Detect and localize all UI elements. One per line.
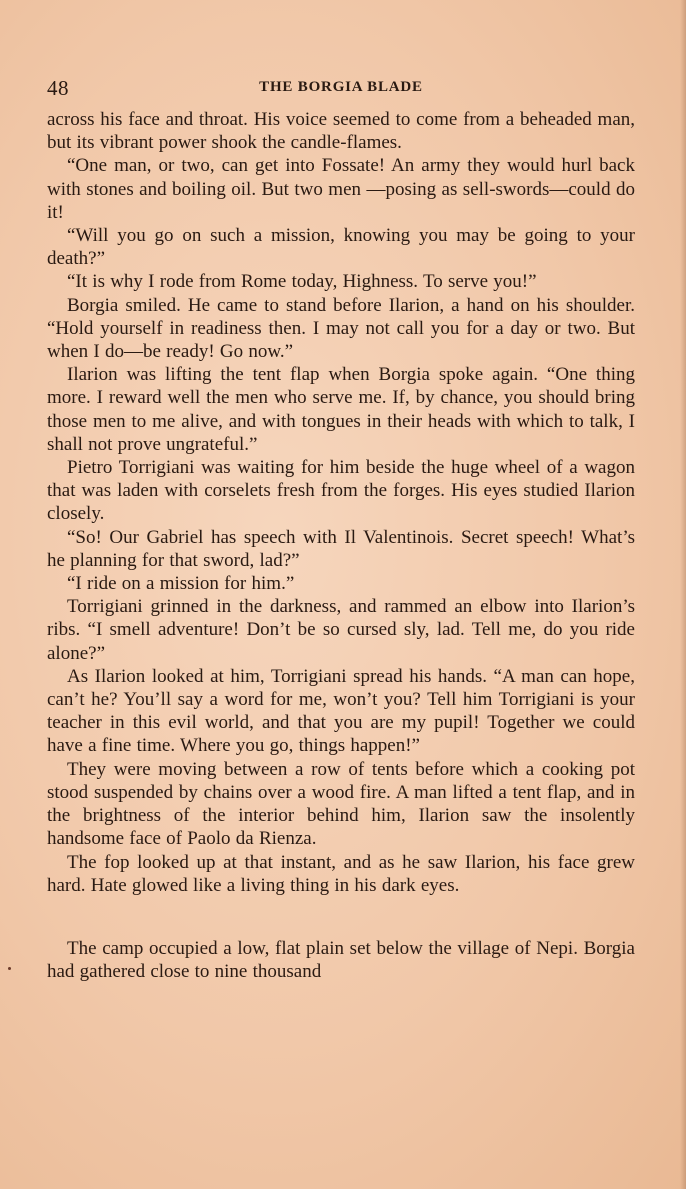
ink-speck: [8, 967, 11, 970]
paragraph: The camp occupied a low, flat plain set below the village of Nepi. Borgia had gathered close to nine thousand: [47, 937, 635, 983]
paragraph: “Will you go on such a mission, knowing you may be going to your death?”: [47, 225, 635, 270]
paragraph: “It is why I rode from Rome today, Highness. To serve you!”: [67, 271, 537, 293]
book-page: [47, 70, 635, 983]
paragraph: “So! Our Gabriel has speech with Il Valentinois. Secret speech! What’s he planning for that sword, lad?”: [47, 526, 635, 571]
paragraph: across his face and throat. His voice seemed to come from a beheaded man, but its vibrant power shook the candle-flames.: [47, 109, 635, 154]
paragraph: Ilarion was lifting the tent flap when Borgia spoke again. “One thing more. I reward well the men who serve me. If, by chance, you should bring those men to me alive, and with tongues in their heads with which to talk, I shall not prove ungrateful.”: [47, 364, 635, 455]
paragraph: “One man, or two, can get into Fossate! An army they would hurl back with stones and boiling oil. But two men —posing as sell-swords—could do it!: [47, 155, 635, 223]
running-title: THE BORGIA BLADE: [259, 79, 423, 95]
paragraph: Borgia smiled. He came to stand before Ilarion, a hand on his shoulder. “Hold yourself in readiness then. I may not call you for a day or two. But when I do—be ready! Go now.”: [47, 294, 635, 363]
paragraph: Torrigiani grinned in the darkness, and rammed an elbow into Ilarion’s ribs. “I smell adventure! Don’t be so cursed sly, lad. Tell me, do you ride alone?”: [47, 596, 635, 664]
running-head: [47, 70, 635, 108]
body-text: [47, 108, 635, 983]
page-number: 48: [47, 76, 69, 100]
paragraph: Pietro Torrigiani was waiting for him beside the huge wheel of a wagon that was laden with corselets fresh from the forges. His eyes studied Ilarion closely.: [47, 457, 635, 525]
section-break: [47, 897, 635, 937]
paragraph: “I ride on a mission for him.”: [67, 573, 295, 595]
paragraph: The fop looked up at that instant, and as he saw Ilarion, his face grew hard. Hate glowed like a living thing in his dark eyes.: [47, 851, 635, 896]
paragraph: As Ilarion looked at him, Torrigiani spread his hands. “A man can hope, can’t he? You’ll say a word for me, won’t you? Tell him Torrigiani is your teacher in this evil world, and that you are my pupil! Together we could have a fine time. Where you go, things happen!”: [47, 665, 635, 757]
paragraph: They were moving between a row of tents before which a cooking pot stood suspended by chains over a wood fire. A man lifted a tent flap, and in the brightness of the interior behind him, Ilarion saw the insolently handsome face of Paolo da Rienza.: [47, 758, 635, 850]
page-edge-shadow: [680, 0, 686, 1189]
